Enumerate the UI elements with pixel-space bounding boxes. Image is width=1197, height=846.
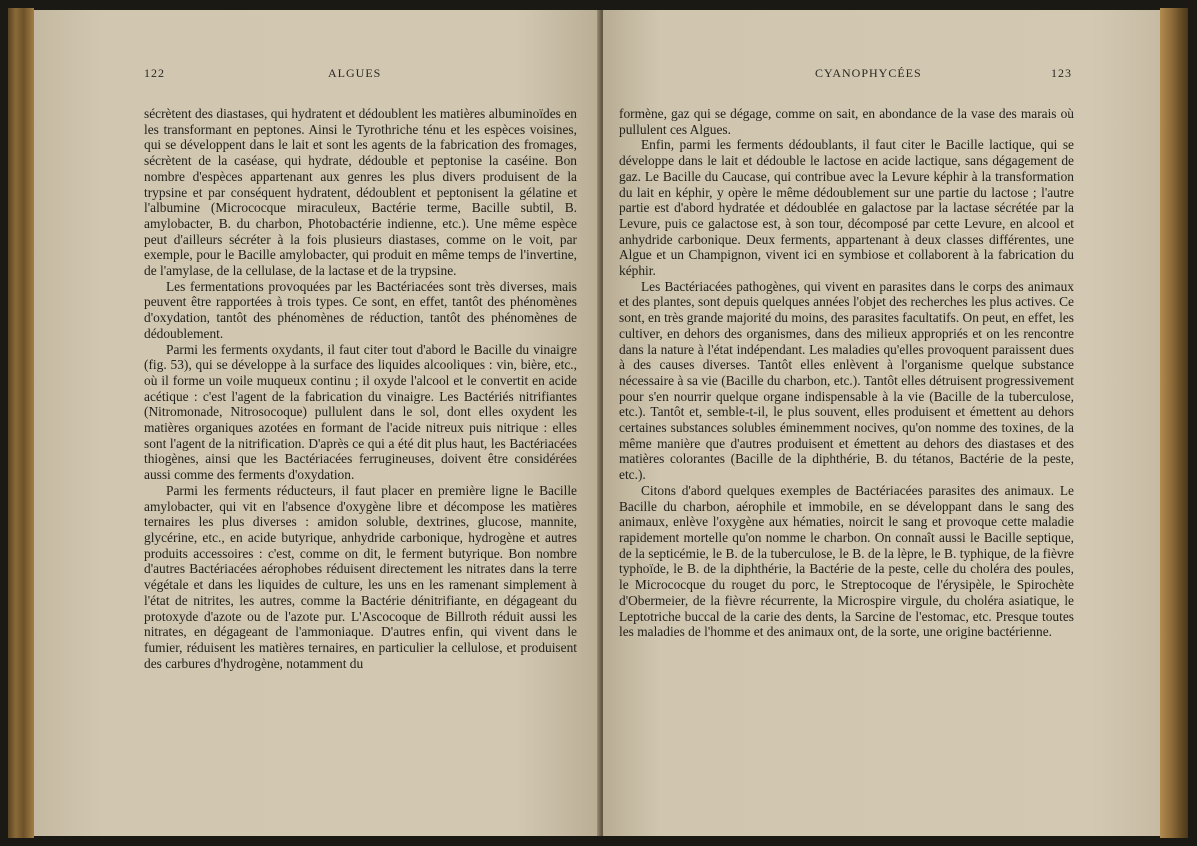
paragraph: Parmi les ferments réducteurs, il faut placer en première ligne le Bacille amylobacter, qui vit en l'absence d'oxygène libre et décompose les matières ternaires les plus diverses : amidon soluble, dextrines, glucose, mannite, glycérine, etc., en acide butyrique, anhydride carbonique, hydrogène et autres produits accessoires : c'est, comme on dit, le ferment butyrique. Bon nombre d'autres Bactériacées aérophobes réduisent directement les nitrates dans la terre végétale et dans les liquides de culture, les uns en les ramenant simplement à l'état de nitrites, les autres, comme la Bactérie dénitrifiante, en dégageant du protoxyde d'azote ou de l'azote pur. L'Ascocoque de Billroth réduit aussi les nitrates, en dégageant de l'ammoniaque. D'autres enfin, qui vivent dans le fumier, réduisent les matières ternaires, en particulier la cellulose, et produisent des carbures d'hydrogène, notamment du [144, 482, 577, 671]
paragraph: sécrètent des diastases, qui hydratent et dédoublent les matières albuminoïdes en les transformant en peptones. Ainsi le Tyrothriche ténu et les espèces voisines, qui se développent dans le lait et sont les agents de la fabrication des fromages, sécrètent de la caséase, qui hydrate, dédouble et peptonise la caséine. Bon nombre d'espèces appartenant aux genres les plus divers produisent de la trypsine et par conséquent hydratent, dédoublent et peptonisent la gélatine et l'albumine (Micrococque miraculeux, Bactérie terme, Bacille subtil, B. amylobacter, B. du charbon, Photobactérie indienne, etc.). Une même espèce peut d'ailleurs sécréter à la fois plusieurs diastases, comme on le voit, par exemple, pour le Bacille amylobacter, qui produit en même temps de l'invertine, de l'amylase, de la cellulase, de la lactase et de la trypsine. [144, 106, 577, 279]
page-number: 122 [144, 66, 165, 80]
paragraph: Les fermentations provoquées par les Bactériacées sont très diverses, mais peuvent être rapportées à trois types. Ce sont, en effet, tantôt des phénomènes d'oxydation, tantôt des phénomènes de réduction, tantôt des phénomènes de dédoublement. [144, 278, 577, 341]
right-page-body [619, 106, 1074, 640]
book-edge-right [1160, 8, 1188, 838]
paragraph: Enfin, parmi les ferments dédoublants, il faut citer le Bacille lactique, qui se développe dans le lait et dédouble le lactose en acide lactique, sans dégagement de gaz. Le Bacille du Caucase, qui contribue avec la Levure képhir à la transformation du lait en képhir, y opère le même dédoublement sur une partie du lactose ; l'autre partie est d'abord hydratée et dédoublée en galactose par la lactase sécrétée par la Levure, puis ce galactose est, à son tour, décomposé par cette Levure, en alcool et anhydride carbonique. Deux ferments, appartenant à deux classes différentes, une Algue et un Champignon, vivent ici en symbiose et collaborent à la fabrication du képhir. [619, 137, 1074, 279]
left-page [34, 10, 601, 836]
paragraph: Citons d'abord quelques exemples de Bactériacées parasites des animaux. Le Bacille du charbon, aérophile et immobile, en se développant dans le sang des animaux, enlève l'oxygène aux hématies, noircit le sang et provoque cette maladie rapidement mortelle qu'on nomme le charbon. On connaît aussi le Bacille septique, de la septicémie, le B. de la tuberculose, le B. de la lèpre, le B. typhique, de la fièvre typhoïde, le B. de la diphthérie, la Bactérie de la peste, celle du choléra des poules, le Micrococque du rouget du porc, le Streptocoque de l'érysipèle, le Spirochète d'Obermeier, de la fièvre récurrente, la Microspire virgule, du choléra asiatique, le Leptotriche buccal de la carie des dents, la Sarcine de l'estomac, etc. Presque toutes les maladies de l'homme et des animaux ont, de la sorte, une origine bactérienne. [619, 482, 1074, 640]
book-edge-left [8, 8, 34, 838]
right-page [603, 10, 1160, 836]
page-number: 123 [1051, 66, 1072, 80]
paragraph: Les Bactériacées pathogènes, qui vivent en parasites dans le corps des animaux et des plantes, sont depuis quelques années l'objet des recherches les plus actives. Ce sont, en très grande majorité du moins, des parasites facultatifs. On peut, en effet, les cultiver, en dehors des organismes, dans des milieux appropriés et on les rencontre dans la nature à l'état indépendant. Les maladies qu'elles provoquent paraissent dues à des causes diverses. Tantôt elles enlèvent à l'organisme quelque substance nécessaire à sa vie (Bacille du charbon, etc.). Tantôt elles détruisent progressivement pour s'en nourrir quelque organe indispensable à la vie (Bacille de la tuberculose, etc.). Tantôt et, semble-t-il, le plus souvent, elles produisent et émettent au dehors certaines substances solubles éminemment nocives, qu'on nomme des toxines, de la même manière que d'autres produisent et émettent au dehors des diastases et des matières colorantes (Bacille de la diphthérie, B. du tétanos, Bactérie de la peste, etc.). [619, 278, 1074, 483]
paragraph: formène, gaz qui se dégage, comme on sait, en abondance de la vase des marais où pullulent ces Algues. [619, 106, 1074, 137]
running-head: ALGUES [328, 66, 382, 80]
running-head: CYANOPHYCÉES [815, 66, 922, 80]
left-page-body [144, 106, 577, 671]
paragraph: Parmi les ferments oxydants, il faut citer tout d'abord le Bacille du vinaigre (fig. 53), qui se développe à la surface des liquides alcooliques : vin, bière, etc., où il forme un voile muqueux continu ; il oxyde l'alcool et le convertit en acide acétique : c'est l'agent de la fabrication du vinaigre. Les Bactériés nitrifiantes (Nitromonade, Nitrosocoque) pullulent dans le sol, dont elles oxydent les matières organiques azotées en formant de l'acide nitreux puis nitrique : elles sont l'agent de la nitrification. D'après ce qui a été dit plus haut, les Bactériacées thiogènes, ainsi que les Bactériacées ferrugineuses, doivent être considérées aussi comme des ferments d'oxydation. [144, 341, 577, 483]
